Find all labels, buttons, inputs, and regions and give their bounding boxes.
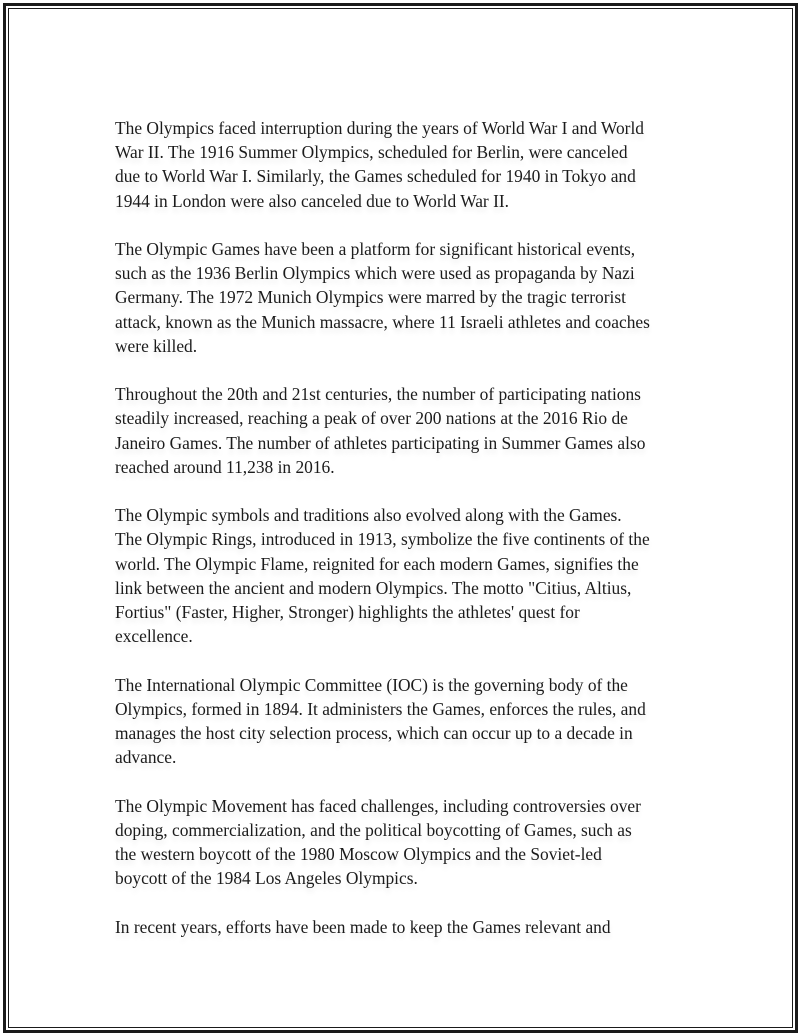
text-line: boycott of the 1984 Los Angeles Olympics. <box>115 868 418 889</box>
paragraph-challenges <box>115 794 690 891</box>
text-line: The Olympic Rings, introduced in 1913, symbolize the five continents of the <box>115 529 650 550</box>
text-line: were killed. <box>115 335 198 356</box>
document-body <box>115 116 690 963</box>
paragraph-historical-events <box>115 237 690 358</box>
text-line: advance. <box>115 747 177 768</box>
text-line: The Olympic Movement has faced challenges, including controversies over <box>115 795 641 816</box>
text-line: Fortius" (Faster, Higher, Stronger) highlights the athletes' quest for <box>115 602 580 623</box>
text-line: such as the 1936 Berlin Olympics which were used as propaganda by Nazi <box>115 263 635 284</box>
paragraph-recent-years <box>115 915 690 939</box>
text-line: The International Olympic Committee (IOC) is the governing body of the <box>115 674 628 695</box>
text-line: reached around 11,238 in 2016. <box>115 456 335 477</box>
text-line: link between the ancient and modern Olympics. The motto "Citius, Altius, <box>115 577 632 598</box>
text-line: 1944 in London were also canceled due to World War II. <box>115 190 510 211</box>
paragraph-symbols-traditions <box>115 503 690 648</box>
text-line: War II. The 1916 Summer Olympics, scheduled for Berlin, were canceled <box>115 142 628 163</box>
paragraph-ioc <box>115 673 690 770</box>
text-line: In recent years, efforts have been made to keep the Games relevant and <box>115 916 611 937</box>
text-line: Olympics, formed in 1894. It administers the Games, enforces the rules, and <box>115 698 646 719</box>
text-line: Germany. The 1972 Munich Olympics were marred by the tragic terrorist <box>115 287 626 308</box>
text-line: the western boycott of the 1980 Moscow Olympics and the Soviet-led <box>115 844 602 865</box>
text-line: due to World War I. Similarly, the Games scheduled for 1940 in Tokyo and <box>115 166 636 187</box>
text-line: world. The Olympic Flame, reignited for each modern Games, signifies the <box>115 553 639 574</box>
text-line: The Olympic Games have been a platform for significant historical events, <box>115 239 636 259</box>
text-line: attack, known as the Munich massacre, where 11 Israeli athletes and coaches <box>115 311 650 332</box>
text-line: steadily increased, reaching a peak of over 200 nations at the 2016 Rio de <box>115 408 628 429</box>
paragraph-participation-growth <box>115 382 690 479</box>
text-line: The Olympics faced interruption during the years of World War I and World <box>115 118 644 138</box>
text-line: manages the host city selection process, which can occur up to a decade in <box>115 723 633 744</box>
text-line: The Olympic symbols and traditions also evolved along with the Games. <box>115 505 622 526</box>
paragraph-wartime-cancellations <box>115 116 690 213</box>
text-line: excellence. <box>115 626 193 647</box>
text-line: Janeiro Games. The number of athletes participating in Summer Games also <box>115 432 646 453</box>
text-line: Throughout the 20th and 21st centuries, the number of participating nations <box>115 384 641 405</box>
text-line: doping, commercialization, and the political boycotting of Games, such as <box>115 819 632 840</box>
